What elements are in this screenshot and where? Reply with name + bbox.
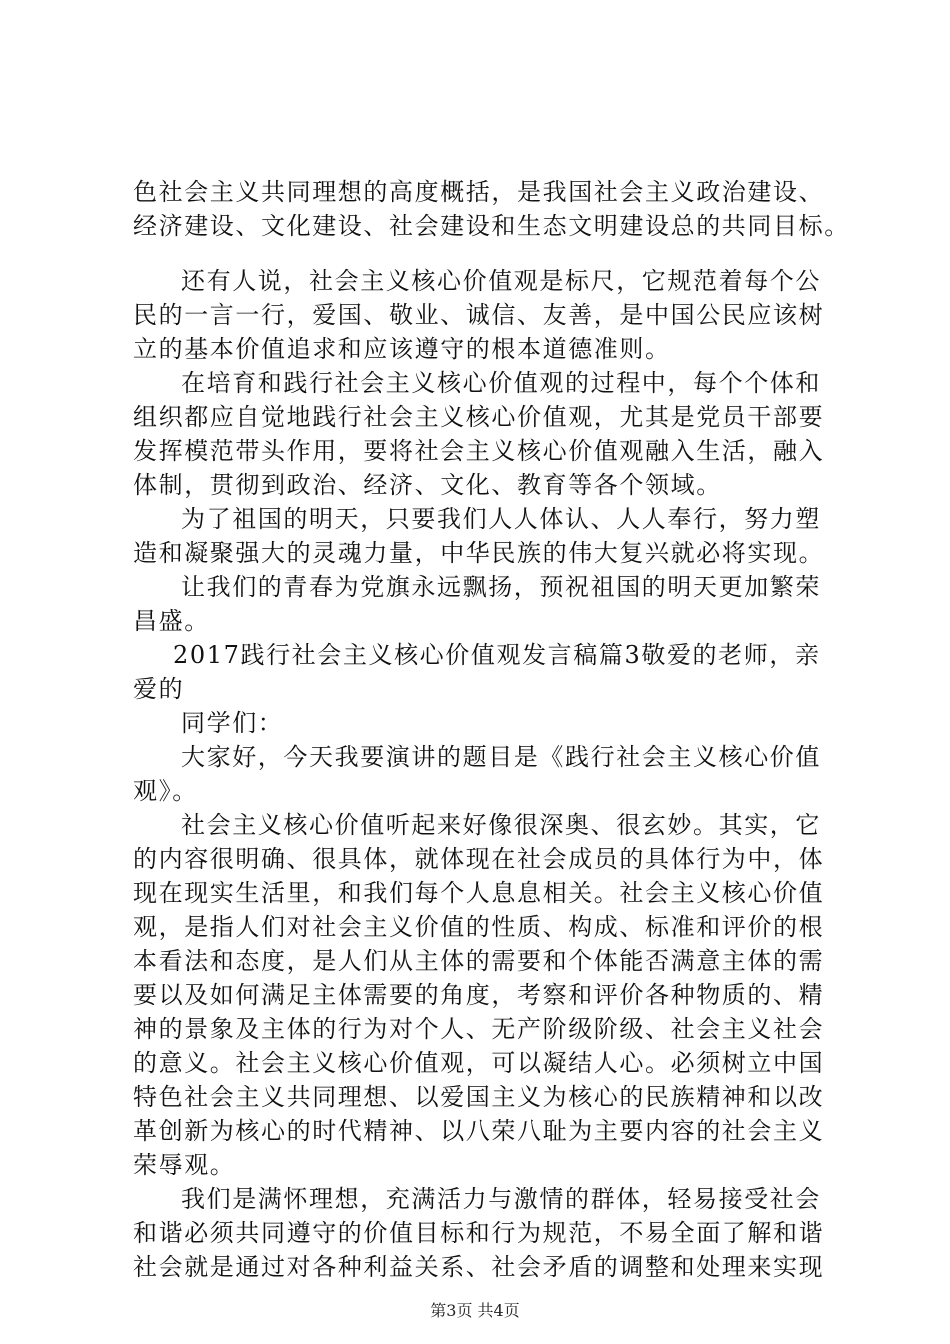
salutation-line: 同学们： <box>181 709 284 737</box>
body-text-line: 的意义。社会主义核心价值观，可以凝结人心。必须树立中国 <box>133 1049 825 1077</box>
body-text-line: 特色社会主义共同理想、以爱国主义为核心的民族精神和以改 <box>133 1083 825 1111</box>
body-text-line: 观》。 <box>133 777 198 805</box>
body-text-line: 观，是指人们对社会主义价值的性质、构成、标准和评价的根 <box>133 913 825 941</box>
body-text-line: 经济建设、文化建设、社会建设和生态文明建设总的共同目标。 <box>133 212 850 240</box>
body-text-line: 现在现实生活里，和我们每个人息息相关。社会主义核心价值 <box>133 879 825 907</box>
body-text-line: 的内容很明确、很具体，就体现在社会成员的具体行为中，体 <box>133 845 825 873</box>
body-text-line: 体制，贯彻到政治、经济、文化、教育等各个领域。 <box>133 471 722 499</box>
body-text-line: 和谐必须共同遵守的价值目标和行为规范，不易全面了解和谐 <box>133 1219 825 1247</box>
body-text-line: 革创新为核心的时代精神、以八荣八耻为主要内容的社会主义 <box>133 1117 825 1145</box>
body-text-line: 爱的 <box>133 675 185 703</box>
body-text-line: 立的基本价值追求和应该遵守的根本道德准则。 <box>133 335 671 363</box>
body-text-line: 组织都应自觉地践行社会主义核心价值观，尤其是党员干部要 <box>133 403 825 431</box>
paragraph-start-line: 在培育和践行社会主义核心价值观的过程中，每个个体和 <box>181 369 821 397</box>
body-text-line: 神的景象及主体的行为对个人、无产阶级阶级、社会主义社会 <box>133 1015 825 1043</box>
paragraph-start-line: 社会主义核心价值听起来好像很深奥、很玄妙。其实，它 <box>181 811 821 839</box>
body-text-line: 本看法和态度，是人们从主体的需要和个体能否满意主体的需 <box>133 947 825 975</box>
body-text-line: 社会就是通过对各种利益关系、社会矛盾的调整和处理来实现 <box>133 1253 825 1281</box>
paragraph-start-line: 还有人说，社会主义核心价值观是标尺，它规范着每个公 <box>181 267 821 295</box>
section-heading-line: 2017践行社会主义核心价值观发言稿篇3敬爱的老师，亲 <box>173 641 821 669</box>
body-text-line: 昌盛。 <box>133 607 210 635</box>
body-text-line: 造和凝聚强大的灵魂力量，中华民族的伟大复兴就必将实现。 <box>133 539 825 567</box>
paragraph-start-line: 我们是满怀理想，充满活力与激情的群体，轻易接受社会 <box>181 1185 821 1213</box>
body-text-line: 发挥模范带头作用，要将社会主义核心价值观融入生活，融入 <box>133 437 825 465</box>
body-text-line: 荣辱观。 <box>133 1151 236 1179</box>
body-text-line: 要以及如何满足主体需要的角度，考察和评价各种物质的、精 <box>133 981 825 1009</box>
paragraph-start-line: 大家好，今天我要演讲的题目是《践行社会主义核心价值 <box>181 743 821 771</box>
paragraph-start-line: 让我们的青春为党旗永远飘扬，预祝祖国的明天更加繁荣 <box>181 573 821 601</box>
page-number-footer: 第3页 共4页 <box>430 1301 520 1320</box>
body-text-line: 民的一言一行，爱国、敬业、诚信、友善，是中国公民应该树 <box>133 301 825 329</box>
body-text-line: 色社会主义共同理想的高度概括，是我国社会主义政治建设、 <box>133 178 825 206</box>
paragraph-start-line: 为了祖国的明天，只要我们人人体认、人人奉行，努力塑 <box>181 505 821 533</box>
